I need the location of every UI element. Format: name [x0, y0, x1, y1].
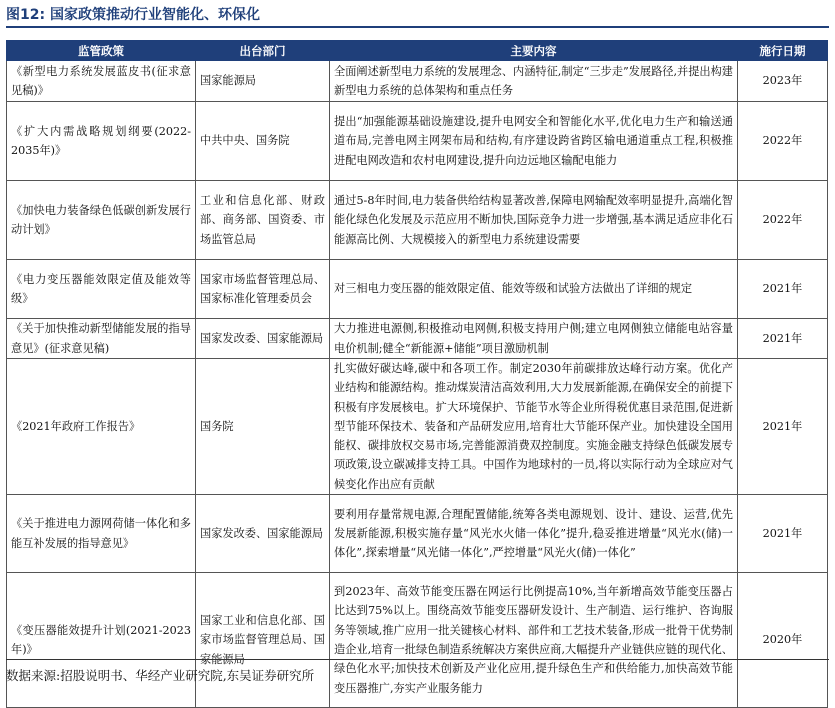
main-content: 全面阐述新型电力系统的发展理念、内涵特征,制定“三步走”发展路径,并提出构建新型电力系统的总体架构和重点任务 [330, 61, 738, 102]
header-content: 主要内容 [330, 41, 738, 61]
policy-table [6, 40, 828, 708]
policy-name: 《新型电力系统发展蓝皮书(征求意见稿)》 [7, 61, 196, 102]
header-department: 出台部门 [196, 41, 330, 61]
data-source-note: 数据来源:招股说明书、华经产业研究院,东吴证券研究所 [6, 668, 315, 683]
header-date: 施行日期 [738, 41, 828, 61]
effective-year: 2021年 [738, 260, 828, 319]
table-row [7, 61, 828, 102]
department: 国家发改委、国家能源局 [196, 319, 330, 359]
policy-name: 《关于加快推动新型储能发展的指导意见》(征求意见稿) [7, 319, 196, 359]
policy-name: 《电力变压器能效限定值及能效等级》 [7, 260, 196, 319]
policy-name: 《加快电力装备绿色低碳创新发展行动计划》 [7, 181, 196, 260]
policy-name: 《2021年政府工作报告》 [7, 359, 196, 495]
title-divider [6, 26, 829, 28]
source-divider [6, 659, 829, 660]
table-row [7, 181, 828, 260]
main-content: 大力推进电源侧,积极推动电网侧,积极支持用户侧;建立电网侧独立储能电站容量电价机制;健全“新能源+储能”项目激励机制 [330, 319, 738, 359]
policy-name: 《关于推进电力源网荷储一体化和多能互补发展的指导意见》 [7, 495, 196, 573]
effective-year: 2022年 [738, 102, 828, 181]
main-content: 扎实做好碳达峰,碳中和各项工作。制定2030年前碳排放达峰行动方案。优化产业结构和能源结构。推动煤炭清洁高效利用,大力发展新能源,在确保安全的前提下积极有序发展核电。扩大环境保护、节能节水等企业所得税优惠目录范围,促进新型节能环保技术、装备和产品研发应用,培育壮大节能环保产业。加快建设全国用能权、碳排放权交易市场,完善能源消费双控制度。实施金融支持绿色低碳发展专项政策,设立碳减排支持工具。中国作为地球村的一员,将以实际行动为全球应对气候变化作出应有贡献 [330, 359, 738, 495]
effective-year: 2022年 [738, 181, 828, 260]
effective-year: 2021年 [738, 495, 828, 573]
table-row [7, 495, 828, 573]
main-content: 通过5-8年时间,电力装备供给结构显著改善,保障电网输配效率明显提升,高端化智能化绿色化发展及示范应用不断加快,国际竞争力进一步增强,基本满足适应非化石能源高比例、大规模接入的新型电力系统建设需要 [330, 181, 738, 260]
table-row [7, 102, 828, 181]
effective-year: 2021年 [738, 319, 828, 359]
main-content: 对三相电力变压器的能效限定值、能效等级和试验方法做出了详细的规定 [330, 260, 738, 319]
main-content: 到2023年、高效节能变压器在网运行比例提高10%,当年新增高效节能变压器占比达到75%以上。围绕高效节能变压器研发设计、生产制造、运行维护、咨询服务等领域,推广应用一批关键核心材料、部件和工艺技术装备,形成一批骨干优势制造企业,培育一批绿色制造系统解决方案供应商,大幅提升产业链供应链的现代化、绿色化水平;加快技术创新及产业化应用,提升绿色生产和供给能力,加快高效节能变压器推广,夯实产业服务能力 [330, 573, 738, 708]
table-row [7, 573, 828, 708]
figure-title: 图12: 国家政策推动行业智能化、环保化 [6, 7, 260, 23]
table-header-row [7, 41, 828, 61]
table-row [7, 260, 828, 319]
department: 国务院 [196, 359, 330, 495]
main-content: 要利用存量常规电源,合理配置储能,统筹各类电源规划、设计、建设、运营,优先发展新能源,积极实施存量“风光水火储一体化”提升,稳妥推进增量“风光水(储)一体化”,探索增量“风光储一体化”,严控增量“风光火(储)一体化” [330, 495, 738, 573]
table-row [7, 359, 828, 495]
department: 国家市场监督管理总局、国家标准化管理委员会 [196, 260, 330, 319]
table-row [7, 319, 828, 359]
main-content: 提出“加强能源基础设施建设,提升电网安全和智能化水平,优化电力生产和输送通道布局,完善电网主网架布局和结构,有序建设跨省跨区输电通道重点工程,积极推进配电网改造和农村电网建设,提升向边远地区输配电能力 [330, 102, 738, 181]
department: 国家工业和信息化部、国家市场监督管理总局、国家能源局 [196, 573, 330, 708]
department: 工业和信息化部、财政部、商务部、国资委、市场监管总局 [196, 181, 330, 260]
effective-year: 2020年 [738, 573, 828, 708]
effective-year: 2023年 [738, 61, 828, 102]
effective-year: 2021年 [738, 359, 828, 495]
department: 中共中央、国务院 [196, 102, 330, 181]
department: 国家能源局 [196, 61, 330, 102]
department: 国家发改委、国家能源局 [196, 495, 330, 573]
policy-name: 《扩大内需战略规划纲要(2022-2035年)》 [7, 102, 196, 181]
policy-name: 《变压器能效提升计划(2021-2023年)》 [7, 573, 196, 708]
header-policy: 监管政策 [7, 41, 196, 61]
